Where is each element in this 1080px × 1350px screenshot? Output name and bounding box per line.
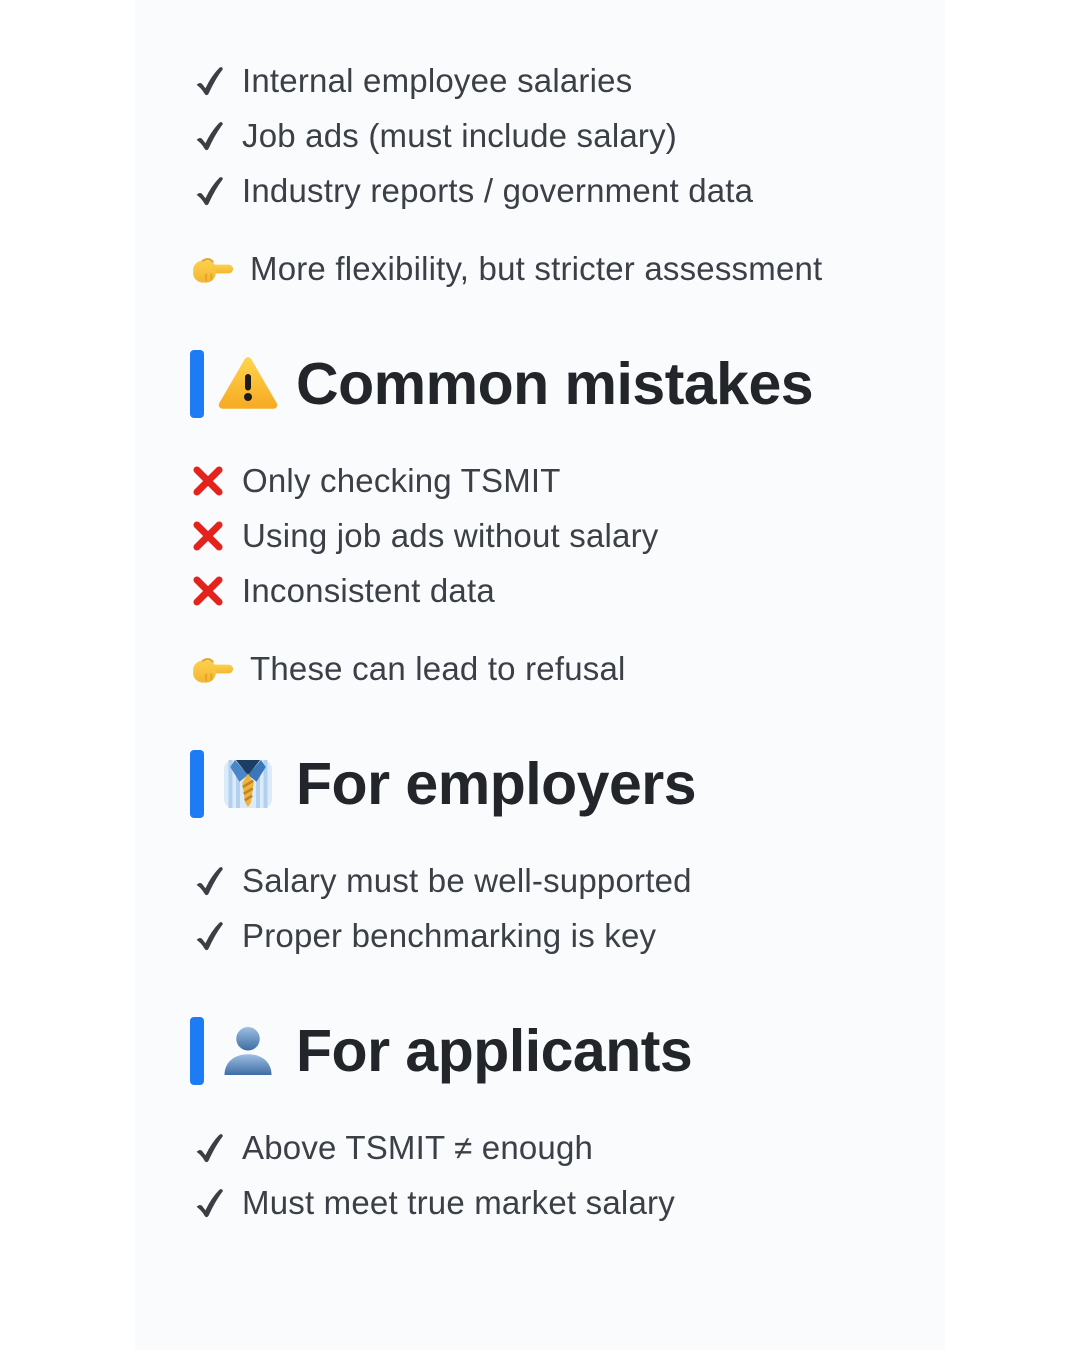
accent-bar [190,350,204,418]
cross-icon [190,518,226,554]
cross-item-label: Inconsistent data [242,571,495,609]
check-item [190,1175,945,1230]
section-heading-for-applicants [190,1011,945,1091]
check-icon [190,1130,226,1166]
cross-item-label: Only checking TSMIT [242,461,561,499]
check-item-label: Proper benchmarking is key [242,916,657,954]
check-icon [190,173,226,209]
check-item [190,853,945,908]
check-icon [190,118,226,154]
check-item-label: Above TSMIT ≠ enough [242,1128,594,1166]
section-title: For applicants [296,1018,693,1084]
section-heading-for-employers [190,744,945,824]
check-item-label: Internal employee salaries [242,61,633,99]
cross-item [190,453,945,508]
check-item-label: Salary must be well-supported [242,861,692,899]
check-item [190,1120,945,1175]
pointing-right-icon [190,249,234,289]
check-item-label: Job ads (must include salary) [242,116,677,154]
cross-item-label: Using job ads without salary [242,516,659,554]
note-row [190,241,945,296]
pointing-right-icon [190,649,234,689]
cross-icon [190,463,226,499]
section-title: Common mistakes [296,351,814,417]
warning-icon [218,354,278,414]
check-item [190,108,945,163]
check-item [190,908,945,963]
check-item [190,53,945,108]
check-item [190,163,945,218]
note-row [190,641,945,696]
accent-bar [190,1017,204,1085]
check-icon [190,918,226,954]
bust-icon [218,1021,278,1081]
section-title: For employers [296,751,697,817]
cross-item [190,563,945,618]
necktie-icon [218,754,278,814]
accent-bar [190,750,204,818]
note-label: More flexibility, but stricter assessment [250,249,823,287]
check-item-label: Industry reports / government data [242,171,754,209]
check-icon [190,63,226,99]
check-icon [190,863,226,899]
content-panel [135,0,945,1350]
check-icon [190,1185,226,1221]
note-label: These can lead to refusal [250,649,626,687]
section-heading-common-mistakes [190,344,945,424]
check-item-label: Must meet true market salary [242,1183,675,1221]
cross-icon [190,573,226,609]
cross-item [190,508,945,563]
